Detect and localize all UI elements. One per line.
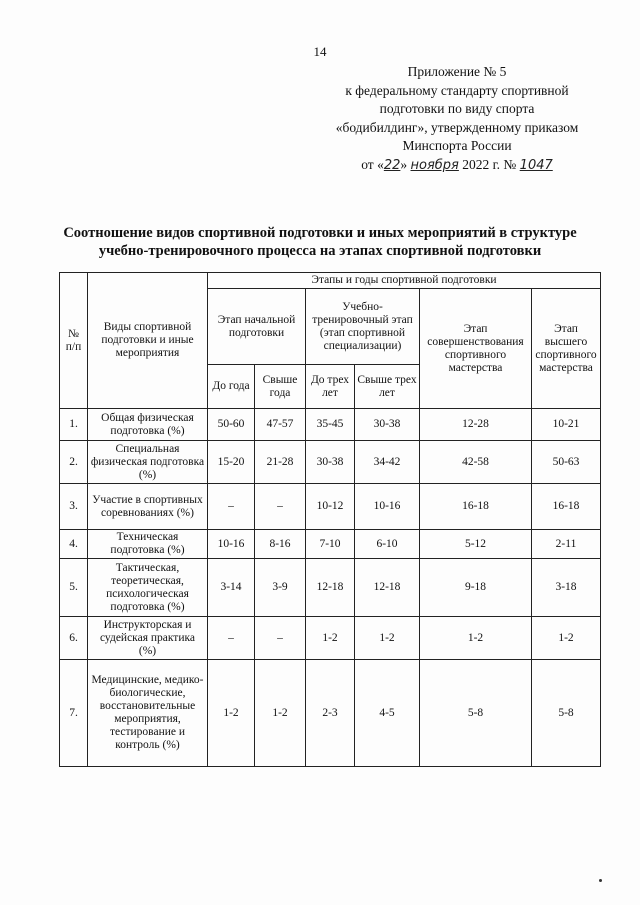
cell-value: 10-21	[532, 409, 601, 441]
subheader-over-year: Свыше года	[255, 365, 306, 409]
cell-value: 5-12	[420, 530, 532, 559]
row-kind: Техническая подготовка (%)	[88, 530, 208, 559]
cell-value: 50-63	[532, 441, 601, 484]
appendix-line: «бодибилдинг», утвержденному приказом	[335, 119, 579, 135]
cell-value: 34-42	[355, 441, 420, 484]
cell-value: 12-28	[420, 409, 532, 441]
training-ratio-table	[59, 272, 601, 767]
cell-value: 47-57	[255, 409, 306, 441]
cell-value: 10-16	[355, 484, 420, 530]
row-num: 2.	[60, 441, 88, 484]
appendix-line: к федеральному стандарту спортивной	[345, 82, 569, 98]
cell-value: 1-2	[355, 617, 420, 660]
header-stage-initial: Этап начальной подготовки	[208, 289, 306, 365]
table-row	[60, 441, 601, 484]
cell-value: 3-18	[532, 559, 601, 617]
handwritten-order-number: 1047	[519, 157, 553, 173]
row-num: 5.	[60, 559, 88, 617]
scan-speck	[599, 879, 602, 882]
cell-value: 3-9	[255, 559, 306, 617]
cell-value: 10-12	[306, 484, 355, 530]
row-kind: Участие в спортивных соревнованиях (%)	[88, 484, 208, 530]
date-year: 2022 г. №	[458, 156, 520, 172]
header-stage-training: Учебно-тренировочный этап (этап спортивной специализации)	[306, 289, 420, 365]
cell-value: 1-2	[208, 660, 255, 767]
cell-value: 35-45	[306, 409, 355, 441]
cell-value: 21-28	[255, 441, 306, 484]
table-row	[60, 617, 601, 660]
table-row	[60, 530, 601, 559]
row-kind: Тактическая, теоретическая, психологическая подготовка (%)	[88, 559, 208, 617]
cell-value: 8-16	[255, 530, 306, 559]
row-kind: Медицинские, медико-биологические, восстановительные мероприятия, тестирование и контроль (%)	[88, 660, 208, 767]
header-stages: Этапы и годы спортивной подготовки	[208, 273, 601, 289]
cell-value: 12-18	[306, 559, 355, 617]
cell-value: 1-2	[306, 617, 355, 660]
subheader-up-to-year: До года	[208, 365, 255, 409]
cell-value: 5-8	[532, 660, 601, 767]
header-stage-improvement: Этап совершенствования спортивного мастерства	[420, 289, 532, 409]
cell-value: 15-20	[208, 441, 255, 484]
cell-value: –	[208, 617, 255, 660]
table-row	[60, 559, 601, 617]
appendix-header	[307, 63, 607, 175]
date-prefix: от «	[361, 156, 384, 172]
cell-value: 16-18	[420, 484, 532, 530]
cell-value: 6-10	[355, 530, 420, 559]
table-row	[60, 660, 601, 767]
cell-value: –	[208, 484, 255, 530]
cell-value: 12-18	[355, 559, 420, 617]
table-row	[60, 409, 601, 441]
appendix-line: Приложение № 5	[407, 64, 507, 79]
title-line: Соотношение видов спортивной подготовки и иных мероприятий в структуре	[63, 225, 577, 241]
table-row	[60, 484, 601, 530]
order-date-line	[307, 156, 607, 176]
row-num: 6.	[60, 617, 88, 660]
cell-value: 16-18	[532, 484, 601, 530]
cell-value: 30-38	[355, 409, 420, 441]
header-kind: Виды спортивной подготовки и иные мероприятия	[88, 273, 208, 409]
cell-value: 4-5	[355, 660, 420, 767]
date-mid: »	[400, 156, 411, 172]
page-number: 14	[313, 44, 327, 59]
row-kind: Специальная физическая подготовка (%)	[88, 441, 208, 484]
row-num: 1.	[60, 409, 88, 441]
document-title	[40, 224, 600, 260]
cell-value: 2-3	[306, 660, 355, 767]
cell-value: 7-10	[306, 530, 355, 559]
cell-value: 9-18	[420, 559, 532, 617]
header-num: № п/п	[60, 273, 88, 409]
cell-value: 1-2	[255, 660, 306, 767]
row-kind: Общая физическая подготовка (%)	[88, 409, 208, 441]
cell-value: 50-60	[208, 409, 255, 441]
row-num: 3.	[60, 484, 88, 530]
cell-value: 1-2	[532, 617, 601, 660]
cell-value: 30-38	[306, 441, 355, 484]
row-num: 4.	[60, 530, 88, 559]
header-stage-higher: Этап высшего спортивного мастерства	[532, 289, 601, 409]
cell-value: 10-16	[208, 530, 255, 559]
handwritten-day: 22	[383, 157, 401, 173]
appendix-line: Минспорта России	[402, 138, 512, 153]
cell-value: 42-58	[420, 441, 532, 484]
cell-value: 5-8	[420, 660, 532, 767]
cell-value: –	[255, 617, 306, 660]
row-num: 7.	[60, 660, 88, 767]
row-kind: Инструкторская и судейская практика (%)	[88, 617, 208, 660]
subheader-over-three-years: Свыше трех лет	[355, 365, 420, 409]
cell-value: –	[255, 484, 306, 530]
cell-value: 2-11	[532, 530, 601, 559]
title-line: учебно-тренировочного процесса на этапах спортивной подготовки	[98, 243, 542, 259]
appendix-line: подготовки по виду спорта	[379, 101, 535, 116]
cell-value: 3-14	[208, 559, 255, 617]
cell-value: 1-2	[420, 617, 532, 660]
subheader-up-to-three-years: До трех лет	[306, 365, 355, 409]
handwritten-month: ноября	[410, 157, 459, 173]
